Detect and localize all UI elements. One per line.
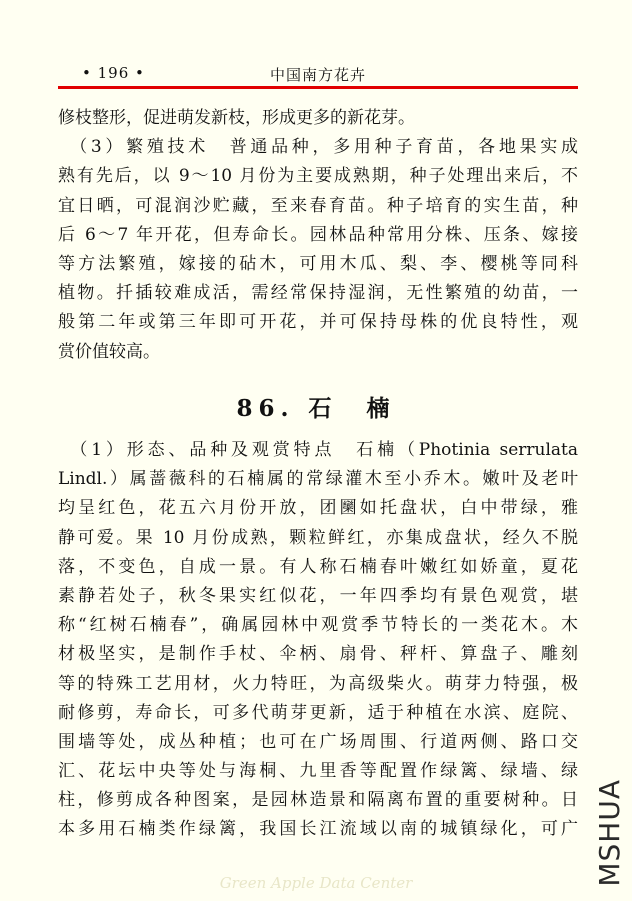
text-line: （3）繁殖技术 普通品种，多用种子育苗，各地果实成 (58, 137, 578, 158)
bottom-watermark: Green Apple Data Center (219, 874, 413, 892)
text-line: 材极坚实，是制作手杖、伞柄、扇骨、秤杆、算盘子、雕刻 (58, 644, 578, 665)
text-line: 落，不变色，自成一景。有人称石楠春叶嫩红如娇童，夏花 (58, 556, 578, 577)
page-number: • 196 • (82, 64, 145, 82)
text-line: 赏价值较高。 (58, 341, 160, 362)
text-line: （1）形态、品种及观赏特点 石楠（Photinia serrulata (58, 440, 578, 460)
text-line: 宜日晒，可混润沙贮藏，至来春育苗。种子培育的实生苗，种 (58, 195, 578, 216)
previous-section-text (58, 104, 578, 367)
text-line: 熟有先后，以 9～10 月份为主要成熟期，种子处理出来后，不 (58, 166, 578, 187)
book-title: 中国南方花卉 (270, 66, 367, 84)
header-rule (58, 86, 578, 89)
text-line: 耐修剪，寿命长，可多代萌芽更新，适于种植在水滨、庭院、 (58, 702, 578, 723)
side-watermark: MSHUA (593, 779, 626, 887)
text-line: 汇、花坛中央等处与海桐、九里香等配置作绿篱、绿墙、绿 (58, 761, 578, 782)
text-line: 等方法繁殖，嫁接的砧木，可用木瓜、梨、李、樱桃等同科 (58, 253, 578, 274)
text-line: 围墙等处，成丛种植；也可在广场周围、行道两侧、路口交 (58, 731, 578, 752)
text-line: 植物。扦插较难成活，需经常保持湿润，无性繁殖的幼苗，一 (58, 283, 578, 304)
text-line: 等的特殊工艺用材，火力特旺，为高级柴火。萌芽力特强，极 (58, 673, 578, 694)
text-line: 修枝整形，促进萌发新枝，形成更多的新花芽。 (58, 108, 415, 128)
main-section-text (58, 436, 578, 845)
text-line: 静可爱。果 10 月份成熟，颗粒鲜红，亦集成盘状，经久不脱 (58, 527, 578, 548)
section-heading: 86. 石 楠 (236, 395, 396, 422)
text-line: 般第二年或第三年即可开花，并可保持母株的优良特性，观 (58, 312, 578, 333)
text-line: 柱，修剪成各种图案，是园林造景和隔离布置的重要树种。日 (58, 790, 578, 811)
text-line: 本多用石楠类作绿篱，我国长江流域以南的城镇绿化，可广 (58, 819, 578, 840)
page-header (58, 64, 578, 88)
text-line: 称“红树石楠春”，确属园林中观赏季节特长的一类花木。木 (58, 615, 578, 636)
text-line: 后 6～7 年开花，但寿命长。园林品种常用分株、压条、嫁接 (58, 224, 578, 245)
text-line: Lindl.）属蔷薇科的石楠属的常绿灌木至小乔木。嫩叶及老叶 (58, 469, 578, 490)
text-line: 均呈红色，花五六月份开放，团圞如托盘状，白中带绿，雅 (58, 498, 578, 519)
text-line: 素静若处子，秋冬果实红似花，一年四季均有景色观赏，堪 (58, 585, 578, 606)
